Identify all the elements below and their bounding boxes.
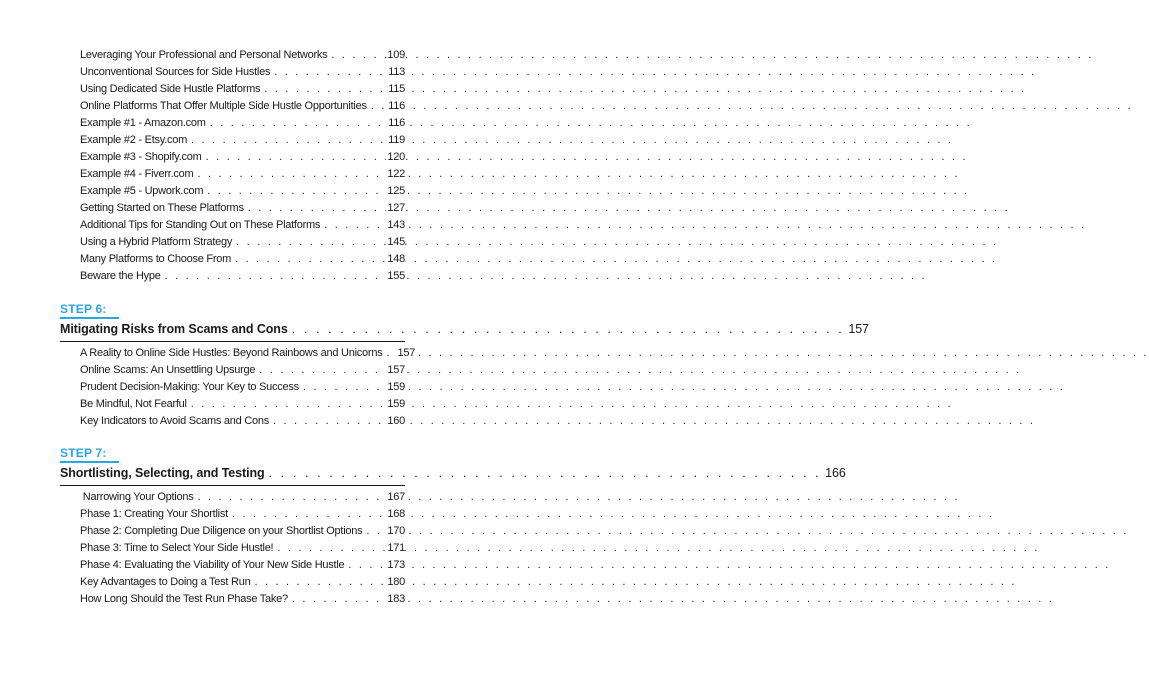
toc-entry-page: 145 — [387, 236, 405, 248]
toc-entry — [80, 201, 405, 216]
dot-leader — [228, 507, 386, 521]
dot-leader — [269, 414, 386, 428]
dot-leader — [206, 116, 388, 130]
toc-entry — [80, 48, 405, 63]
toc-entry-title: Phase 3: Time to Select Your Side Hustle! — [80, 542, 274, 554]
toc-entry-page: 159 — [387, 398, 405, 410]
toc-entry-title: Phase 2: Completing Due Diligence on your Shortlist Options — [80, 525, 363, 537]
dot-leader — [288, 322, 845, 337]
chapter-title — [60, 466, 846, 482]
toc-entry — [80, 575, 405, 590]
toc-entry-title: Additional Tips for Standing Out on These Platforms — [80, 219, 321, 231]
toc-entry — [80, 150, 405, 165]
dot-leader — [273, 541, 386, 555]
dot-leader — [187, 397, 387, 411]
chapter-title — [60, 322, 869, 338]
toc-entry-title: Leveraging Your Professional and Personal Networks — [80, 49, 328, 61]
toc-entry — [80, 252, 405, 267]
step-underline — [60, 461, 119, 463]
toc-entry-title: Phase 1: Creating Your Shortlist — [80, 508, 228, 520]
toc-entry-page: 113 — [388, 66, 405, 78]
toc-entry-page: 157 — [397, 347, 416, 359]
toc-entry-page: 173 — [387, 559, 405, 571]
toc-entry — [80, 397, 405, 412]
chapter-divider — [60, 341, 405, 342]
toc-entry — [80, 99, 405, 114]
toc-entry — [80, 380, 405, 395]
chapter-title-text: Mitigating Risks from Scams and Cons — [60, 322, 288, 336]
dot-leader — [327, 48, 386, 62]
toc-entry-title: Example #2 - Etsy.com — [80, 134, 188, 146]
toc-entry-page: 116 — [388, 117, 405, 129]
dot-leader — [203, 184, 386, 198]
dot-leader — [344, 558, 386, 572]
dot-leader — [320, 218, 386, 232]
toc-entry — [80, 541, 405, 556]
toc-entry-title: Many Platforms to Choose From — [80, 253, 232, 265]
toc-entry-page: 109 — [387, 49, 405, 61]
toc-entry — [80, 65, 405, 80]
toc-entry-page: 167 — [387, 491, 405, 503]
toc-entry — [80, 184, 405, 199]
toc-entry-page: 120 — [387, 151, 405, 163]
toc-entry-title: Example #5 - Upwork.com — [80, 185, 204, 197]
toc-entry-title: Narrowing Your Options — [80, 491, 194, 503]
step-label: STEP 6: — [60, 302, 107, 316]
toc-entry-title: How Long Should the Test Run Phase Take? — [80, 593, 288, 605]
toc-entry-title: Key Advantages to Doing a Test Run — [80, 576, 251, 588]
chapter-page: 157 — [848, 322, 869, 336]
toc-entry-title: Using Dedicated Side Hustle Platforms — [80, 83, 261, 95]
toc-entry-title: Example #4 - Fiverr.com — [80, 168, 194, 180]
toc-entry-title: Example #1 - Amazon.com — [80, 117, 206, 129]
toc-entry — [80, 507, 405, 522]
dot-leader — [362, 524, 386, 538]
toc-entry-title: Using a Hybrid Platform Strategy — [80, 236, 233, 248]
dot-leader — [299, 380, 386, 394]
toc-entry — [80, 414, 405, 429]
toc-entry-page: 125 — [387, 185, 405, 197]
toc-entry-page: 160 — [387, 415, 405, 427]
toc-entry-page: 122 — [387, 168, 405, 180]
step-label: STEP 7: — [60, 446, 107, 460]
toc-entry-page: 127 — [387, 202, 405, 214]
toc-entry-title: Online Scams: An Unsettling Upsurge — [80, 364, 256, 376]
chapter-divider — [60, 485, 405, 486]
toc-entry — [80, 346, 416, 361]
toc-entry-title: Key Indicators to Avoid Scams and Cons — [80, 415, 270, 427]
toc-entry — [80, 558, 405, 573]
toc-entry-title: Be Mindful, Not Fearful — [80, 398, 187, 410]
toc-entry-title: Getting Started on These Platforms — [80, 202, 244, 214]
toc-entry-page: 155 — [387, 270, 405, 282]
step-underline — [60, 317, 119, 319]
dot-leader — [231, 252, 386, 266]
dot-leader — [382, 346, 396, 360]
toc-entry — [80, 269, 405, 284]
dot-leader — [260, 82, 387, 96]
dot-leader — [202, 150, 387, 164]
toc-entry-page: 157 — [387, 364, 405, 376]
toc-entry-page: 183 — [387, 593, 405, 605]
dot-leader — [187, 133, 387, 147]
chapter-title-text: Shortlisting, Selecting, and Testing — [60, 466, 265, 480]
dot-leader — [193, 167, 386, 181]
toc-entry — [80, 116, 405, 131]
toc-entry-page: 180 — [387, 576, 405, 588]
toc-entry — [80, 218, 405, 233]
toc-entry — [80, 592, 405, 607]
toc-entry-page: 119 — [388, 134, 405, 146]
toc-entry-title: Prudent Decision-Making: Your Key to Success — [80, 381, 299, 393]
dot-leader — [250, 575, 386, 589]
dot-leader — [193, 490, 386, 504]
toc-entry — [80, 82, 405, 97]
toc-entry-title: Phase 4: Evaluating the Viability of Your New Side Hustle — [80, 559, 345, 571]
toc-entry-page: 171 — [387, 542, 405, 554]
dot-leader — [161, 269, 387, 283]
toc-entry-page: 168 — [387, 508, 405, 520]
toc-entry-title: Unconventional Sources for Side Hustles — [80, 66, 271, 78]
toc-entry-page: 148 — [387, 253, 405, 265]
dot-leader — [255, 363, 386, 377]
toc-entry — [80, 167, 405, 182]
toc-entry-title: A Reality to Online Side Hustles: Beyond Rainbows and Unicorns — [80, 347, 383, 359]
dot-leader — [270, 65, 387, 79]
toc-entry — [80, 133, 405, 148]
toc-entry-title: Example #3 - Shopify.com — [80, 151, 202, 163]
dot-leader — [288, 592, 386, 606]
toc-entry-title: Beware the Hype — [80, 270, 161, 282]
dot-leader — [244, 201, 387, 215]
toc-entry-page: 116 — [388, 100, 405, 112]
toc-entry-page: 143 — [387, 219, 405, 231]
dot-leader — [232, 235, 386, 249]
toc-entry — [80, 490, 405, 505]
toc-entry-page: 159 — [387, 381, 405, 393]
toc-entry — [80, 235, 405, 250]
toc-entry-page: 115 — [388, 83, 405, 95]
toc-entry-page: 170 — [387, 525, 405, 537]
toc-entry — [80, 524, 405, 539]
chapter-page: 166 — [825, 466, 846, 480]
toc-entry — [80, 363, 405, 378]
toc-entry-title: Online Platforms That Offer Multiple Side Hustle Opportunities — [80, 100, 367, 112]
dot-leader — [265, 466, 822, 481]
dot-leader — [367, 99, 387, 113]
